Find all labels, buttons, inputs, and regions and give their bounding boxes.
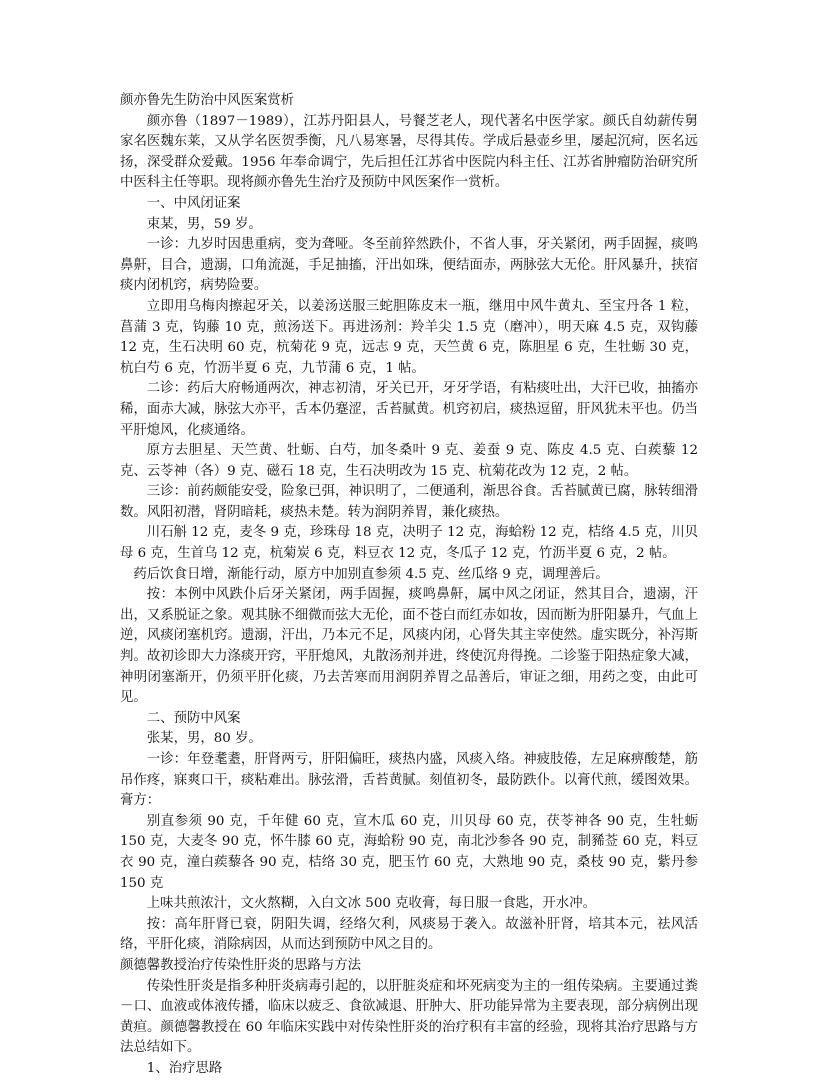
paragraph: 川石斛 12 克，麦冬 9 克，珍珠母 18 克，决明子 12 克，海蛤粉 12 克，桔络 4.5 克，川贝母 6 克，生首乌 12 克，杭菊炭 6 克，料豆衣 12 克，冬瓜子 12 克，竹沥半夏 6 克，2 帖。 [120,525,698,562]
paragraph: 立即用乌梅肉擦起牙关，以姜汤送服三蛇胆陈皮末一瓶，继用中风牛黄丸、至宝丹各 1 粒，菖蒲 3 克，钩藤 10 克，煎汤送下。再进汤剂：羚羊尖 1.5 克（磨冲），明天麻 4.5 克，双钩藤 12 克，生石决明 60 克，杭菊花 9 克，远志 9 克，天竺黄 6 克，陈胆星 6 克，生牡蛎 30 克，杭白芍 6 克，竹沥半夏 6 克，九节蒲 6 克，1 帖。 [120,298,698,376]
paragraph: 按：高年肝肾已衰，阴阳失调，经络欠利，风痰易于袭入。故滋补肝肾，培其本元，祛风活络，平肝化痰，消除病因，从而达到预防中风之目的。 [120,916,698,953]
document-page [120,91,698,1080]
paragraph: 药后饮食日增，渐能行动，原方中加别直参须 4.5 克、丝瓜络 9 克，调理善后。 [133,566,609,582]
patient-info: 束某，男，59 岁。 [146,216,262,232]
paragraph: 一诊：年登耄耋，肝肾两亏，肝阳偏旺，痰热内盛，风痰入络。神疲肢倦，左足麻痹酸楚，筋吊作疼，寐爽口干，痰粘难出。脉弦滑，舌苔黄腻。刻值初冬，最防跌仆。以膏代煎，缓图效果。膏方： [120,752,698,809]
paragraph: 按：本例中风跌仆后牙关紧闭，两手固握，痰鸣鼻鼾，属中风之闭证，然其目合，遗溺，汗出，又系脱证之象。观其脉不细微而弦大无伦，面不苍白而红赤如妆，因而断为肝阳暴升，气血上逆，风痰闭塞机窍。遗溺，汗出，乃本元不足，风痰内闭，心肾失其主宰使然。虚实既分，补泻斯判。故初诊即大力涤痰开窍，平肝熄风，丸散汤剂并进，终使沉舟得挽。二诊鉴于阳热症象大减，神明闭塞渐开，仍须平肝化痰，乃去苦寒而用润阴养胃之品善后，审证之细，用药之变，由此可见。 [120,587,698,706]
paragraph: 原方去胆星、天竺黄、牡蛎、白芍，加冬桑叶 9 克、姜蚕 9 克、陈皮 4.5 克、白蒺藜 12 克、云苓神（各）9 克、磁石 18 克，生石决明改为 15 克、杭菊花改为 12 克，2 帖。 [120,443,698,479]
paragraph: 一诊：九岁时因患重病，变为聋哑。冬至前猝然跌仆，不省人事，牙关紧闭，两手固握，痰鸣鼻鼾，目合，遗溺，口角流涎，手足抽搐，汗出如珠，便结面赤，两脉弦大无伦。肝风暴升，挟宿痰内闭机窍，病势险要。 [120,237,698,294]
article-intro: 颜亦鲁（1897－1989），江苏丹阳县人，号餐芝老人，现代著名中医学家。颜氏自幼薪传舅家名医魏东莱，又从学名医贺季衡，凡八易寒暑，尽得其传。学成后悬壶乡里，屡起沉疴，医名远扬，深受群众爱戴。1956 年奉命调宁，先后担任江苏省中医院内科主任、江苏省肿瘤防治研究所中医科主任等职。现将颜亦鲁先生治疗及预防中风医案作一赏析。 [120,113,698,191]
patient-info: 张某，男，80 岁。 [146,731,262,747]
section-heading: 1、治疗思路 [146,1060,223,1076]
section-heading: 二、预防中风案 [146,710,241,726]
article-intro: 传染性肝炎是指多种肝炎病毒引起的，以肝脏炎症和坏死病变为主的一组传染病。主要通过粪－口、血液或体液传播，临床以疲乏、食欲减退、肝肿大、肝功能异常为主要表现，部分病例出现黄疸。颜德馨教授在 60 年临床实践中对传染性肝炎的治疗积有丰富的经验，现将其治疗思路与方法总结如下。 [120,978,698,1056]
paragraph: 上味共煎浓汁，文火熬糊，入白文冰 500 克收膏，每日服一食匙，开水冲。 [146,896,596,912]
paragraph: 别直参须 90 克，千年健 60 克，宣木瓜 60 克，川贝母 60 克，茯苓神各 90 克，生牡蛎 150 克，大麦冬 90 克，怀牛膝 60 克，海蛤粉 90 克，南北沙参各 90 克，制豨莶 60 克，料豆衣 90 克，潼白蒺藜各 90 克，桔络 30 克，肥玉竹 60 克，大熟地 90 克，桑枝 90 克，紫丹参 150 克 [120,813,698,891]
paragraph: 三诊：前药颇能安受，险象已弭，神识明了，二便通利，渐思谷食。舌苔腻黄已腐，脉转细滑数。风阳初潜，肾阴暗耗，痰热未楚。转为润阴养胃，兼化痰热。 [120,484,698,520]
article-title: 颜亦鲁先生防治中风医案赏析 [120,93,295,108]
paragraph: 二诊：药后大府畅通两次，神志初清，牙关已开，牙牙学语，有粘痰吐出，大汗已收，抽搐亦稀，面赤大减，脉弦大亦平，舌本仍蹇涩，舌苔腻黄。机窍初启，痰热逗留，肝风犹未平也。仍当平肝熄风，化痰通络。 [120,381,698,438]
article-title: 颜德馨教授治疗传染性肝炎的思路与方法 [120,957,362,973]
section-heading: 一、中风闭证案 [146,195,241,211]
